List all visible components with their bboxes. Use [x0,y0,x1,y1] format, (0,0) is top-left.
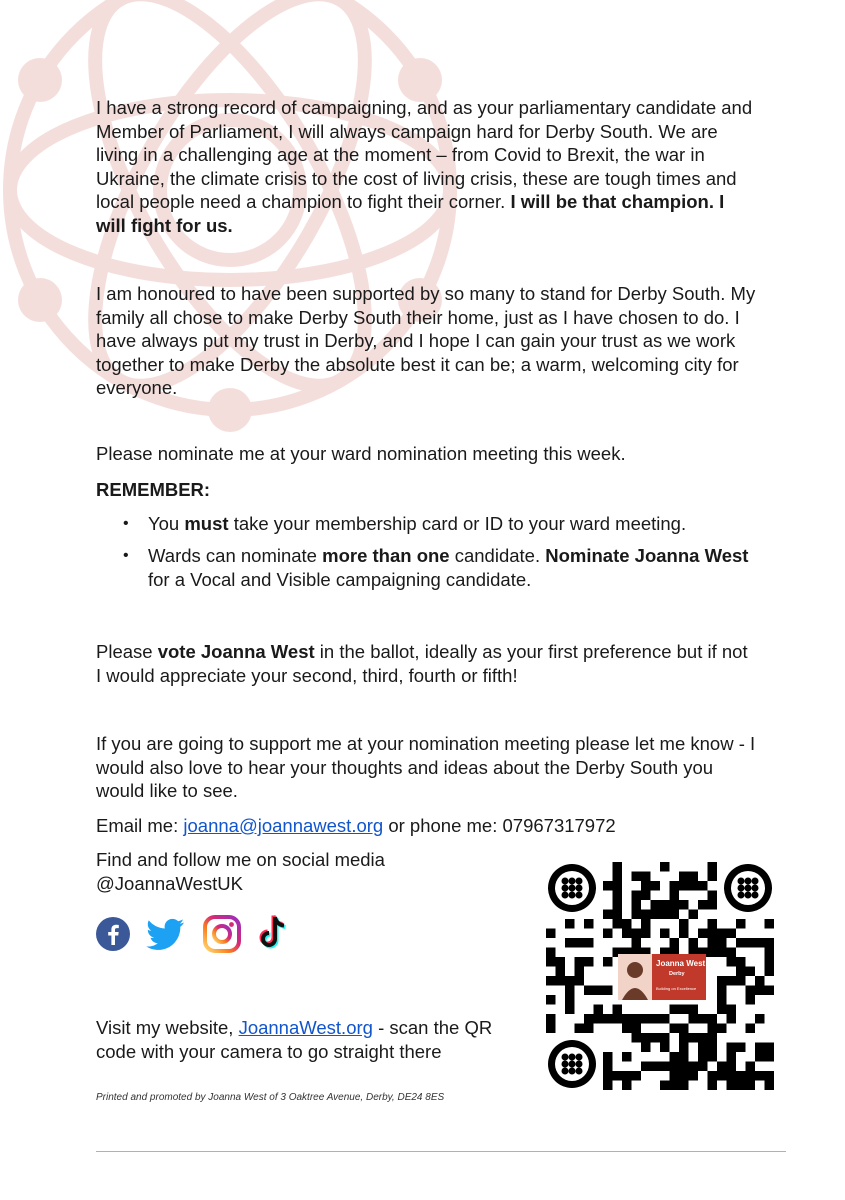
qr-module [594,1014,604,1024]
qr-module [670,910,680,920]
qr-module [717,986,727,996]
qr-module [575,957,585,967]
qr-module [622,929,632,939]
qr-module [546,948,556,958]
qr-module [717,1071,727,1081]
qr-module [603,1062,613,1072]
qr-module [565,995,575,1005]
qr-module [575,976,585,986]
qr-module [660,1014,670,1024]
qr-module [565,976,575,986]
qr-module [689,881,699,891]
qr-module [746,967,756,977]
paragraph-campaigning: I have a strong record of campaigning, and as your parliamentary candidate and Member of Parliament, I will always campaign hard for Derby South. We are living in a challenging age at the moment – from Covid to Brexit, the war in Ukraine, the climate crisis to the cost of living crisis, these are tough times and local people need a champion to fight their corner. I will be that champion. I will fight for us. [96,97,753,236]
qr-module [660,1033,670,1043]
qr-module [660,929,670,939]
qr-module [698,1052,708,1062]
qr-module [708,1081,718,1091]
qr-module [727,1043,737,1053]
qr-module [765,1052,775,1062]
qr-module [670,1005,680,1015]
qr-module [641,919,651,929]
qr-module [765,1043,775,1053]
qr-module [622,1014,632,1024]
qr-module [717,1005,727,1015]
qr-module [679,1071,689,1081]
qr-module [651,1014,661,1024]
qr-module [651,881,661,891]
qr-module [717,948,727,958]
qr-module [575,1024,585,1034]
qr-module [708,1052,718,1062]
qr-module [641,929,651,939]
qr-module [565,919,575,929]
qr-module [727,1081,737,1091]
qr-module [613,919,623,929]
qr-module [613,862,623,872]
qr-module [717,1062,727,1072]
qr-module [717,1024,727,1034]
qr-module [765,967,775,977]
qr-module [727,948,737,958]
qr-module [660,862,670,872]
qr-module [603,1081,613,1091]
qr-module [708,862,718,872]
qr-module [746,1081,756,1091]
paragraph-honoured: I am honoured to have been supported by so many to stand for Derby South. My family all chose to make Derby South their home, just as I have chosen to do. I have always put my trust in Derby, and I hope I can gain your trust as we work together to make Derby the absolute best it can be; a warm, welcoming city for everyone. [96,283,756,398]
qr-module [727,1052,737,1062]
qr-module [613,900,623,910]
qr-module [632,900,642,910]
qr-module [736,976,746,986]
qr-module [689,910,699,920]
paragraph-vote: Please vote Joanna West in the ballot, ideally as your first preference but if not I would appreciate your second, third, fourth or fifth! [96,641,748,686]
qr-module [708,891,718,901]
qr-module [632,1024,642,1034]
qr-module [679,1043,689,1053]
qr-module [641,1014,651,1024]
qr-module [746,1024,756,1034]
qr-module [575,967,585,977]
remember-heading: REMEMBER: [96,479,211,500]
qr-module [755,986,765,996]
qr-module [632,1014,642,1024]
qr-module [746,1071,756,1081]
qr-module [556,976,566,986]
qr-module [765,1071,775,1081]
svg-text:Building on Excellence: Building on Excellence [656,986,697,991]
qr-module [689,872,699,882]
qr-module [736,1071,746,1081]
qr-module [736,1081,746,1091]
qr-module [765,957,775,967]
qr-module [679,1033,689,1043]
qr-module [755,976,765,986]
qr-module [746,1062,756,1072]
qr-module [603,957,613,967]
qr-module [594,986,604,996]
qr-module [698,929,708,939]
qr-module [603,910,613,920]
tiktok-icon[interactable] [258,915,292,953]
qr-module [689,1014,699,1024]
footer-divider [96,1151,786,1152]
qr-module [670,938,680,948]
svg-text:Joanna West: Joanna West [656,959,706,968]
qr-module [594,1005,604,1015]
qr-module [679,919,689,929]
qr-module [613,891,623,901]
qr-module [765,919,775,929]
qr-module [660,900,670,910]
twitter-icon[interactable] [146,917,186,951]
qr-module [727,1005,737,1015]
qr-module [584,986,594,996]
instagram-icon[interactable] [202,914,242,954]
qr-module [679,1081,689,1091]
qr-module [632,1071,642,1081]
remember-list [96,512,756,600]
qr-module [679,1062,689,1072]
qr-module [679,872,689,882]
qr-module [670,900,680,910]
qr-module [603,1052,613,1062]
qr-module [708,900,718,910]
list-item: • Wards can nominate more than one candidate. Nominate Joanna West for a Vocal and Visible campaigning candidate. [123,545,749,590]
qr-module [546,976,556,986]
qr-module [765,986,775,996]
qr-module [755,1043,765,1053]
qr-module [679,1024,689,1034]
qr-module [651,1062,661,1072]
qr-module [736,1043,746,1053]
qr-module [708,919,718,929]
qr-code[interactable] [546,862,774,1090]
qr-module [660,1081,670,1091]
qr-module [546,1014,556,1024]
qr-module [765,938,775,948]
qr-finder-top-left [548,864,596,912]
qr-module [651,900,661,910]
qr-finder-bottom-left [548,1040,596,1088]
facebook-icon[interactable] [96,917,130,951]
qr-module [708,1033,718,1043]
qr-module [632,938,642,948]
qr-module [546,929,556,939]
qr-module [632,872,642,882]
qr-module [727,957,737,967]
qr-module [698,1062,708,1072]
qr-module [641,891,651,901]
qr-module [622,919,632,929]
qr-module [613,881,623,891]
qr-module [755,1052,765,1062]
qr-module [717,976,727,986]
qr-module [613,1005,623,1015]
qr-module [603,986,613,996]
qr-module [689,1071,699,1081]
qr-module [679,881,689,891]
qr-center-logo [618,954,706,1000]
social-handle: @JoannaWestUK [96,872,243,894]
qr-module [698,1043,708,1053]
qr-module [565,986,575,996]
qr-module [679,900,689,910]
qr-module [632,891,642,901]
qr-module [546,1024,556,1034]
qr-module [727,929,737,939]
qr-module [755,1071,765,1081]
bullet-marker: • [123,515,129,532]
qr-module [708,948,718,958]
qr-module [698,900,708,910]
paragraph-nominate: Please nominate me at your ward nomination meeting this week. [96,443,626,464]
qr-module [613,872,623,882]
qr-module [584,957,594,967]
qr-module [727,976,737,986]
qr-module [546,995,556,1005]
qr-module [765,1081,775,1091]
qr-module [641,1043,651,1053]
qr-module [613,1071,623,1081]
qr-module [755,1014,765,1024]
qr-module [689,1033,699,1043]
website-text: Visit my website, JoannaWest.org - scan the QR code with your camera to go straight there [96,1017,493,1062]
qr-module [679,1052,689,1062]
qr-module [632,910,642,920]
qr-module [651,1033,661,1043]
qr-module [603,1014,613,1024]
qr-module [613,910,623,920]
qr-module [584,1024,594,1034]
qr-module [565,1005,575,1015]
qr-module [679,929,689,939]
qr-module [632,929,642,939]
qr-module [670,881,680,891]
qr-module [670,1081,680,1091]
qr-module [622,1081,632,1091]
qr-module [727,1071,737,1081]
qr-module [565,938,575,948]
qr-module [727,1014,737,1024]
website-link[interactable]: JoannaWest.org [238,1017,373,1038]
svg-text:Derby: Derby [669,971,685,977]
qr-module [717,929,727,939]
qr-module [603,881,613,891]
social-media-text: Find and follow me on social media @JoannaWestUK [96,849,385,894]
qr-module [708,1043,718,1053]
qr-module [755,938,765,948]
qr-module [546,957,556,967]
qr-module [651,910,661,920]
qr-module [708,1024,718,1034]
contact-line: Email me: joanna@joannawest.org or phone me: 07967317972 [96,815,616,836]
qr-module [717,938,727,948]
qr-module [575,938,585,948]
paragraph-support: If you are going to support me at your nomination meeting please let me know - I would also love to hear your thoughts and ideas about the Derby South you would like to see. [96,733,756,801]
qr-module [736,938,746,948]
qr-module [698,881,708,891]
qr-module [613,1014,623,1024]
qr-module [746,938,756,948]
qr-module [727,1062,737,1072]
qr-module [603,929,613,939]
qr-module [708,1014,718,1024]
bullet-marker: • [123,547,129,564]
qr-module [736,919,746,929]
qr-module [698,1014,708,1024]
qr-module [698,1033,708,1043]
qr-module [641,881,651,891]
imprint-text: Printed and promoted by Joanna West of 3 Oaktree Avenue, Derby, DE24 8ES [96,1092,445,1103]
list-item: • You must take your membership card or ID to your ward meeting. [123,513,687,534]
qr-module [670,1071,680,1081]
qr-module [660,910,670,920]
qr-module [622,1052,632,1062]
qr-module [708,872,718,882]
qr-module [622,1071,632,1081]
qr-module [641,910,651,920]
qr-module [746,986,756,996]
qr-module [660,1062,670,1072]
qr-module [556,967,566,977]
qr-module [641,872,651,882]
qr-module [765,948,775,958]
social-icons [96,914,292,954]
qr-module [736,967,746,977]
qr-module [670,1062,680,1072]
qr-module [708,929,718,939]
qr-module [641,1062,651,1072]
qr-module [622,1024,632,1034]
qr-module [670,891,680,901]
qr-module [746,995,756,1005]
qr-module [584,1014,594,1024]
qr-module [670,1052,680,1062]
qr-finder-top-right [724,864,772,912]
qr-module [556,957,566,967]
qr-module [679,1005,689,1015]
qr-module [689,1005,699,1015]
qr-module [632,1033,642,1043]
qr-module [660,1043,670,1053]
qr-module [708,938,718,948]
qr-module [736,957,746,967]
qr-module [641,1033,651,1043]
qr-module [689,1062,699,1072]
qr-module [584,919,594,929]
qr-module [717,995,727,1005]
email-link[interactable]: joanna@joannawest.org [183,815,384,836]
qr-module [603,1071,613,1081]
qr-module [584,938,594,948]
qr-module [689,938,699,948]
qr-module [708,1071,718,1081]
qr-module [670,1024,680,1034]
